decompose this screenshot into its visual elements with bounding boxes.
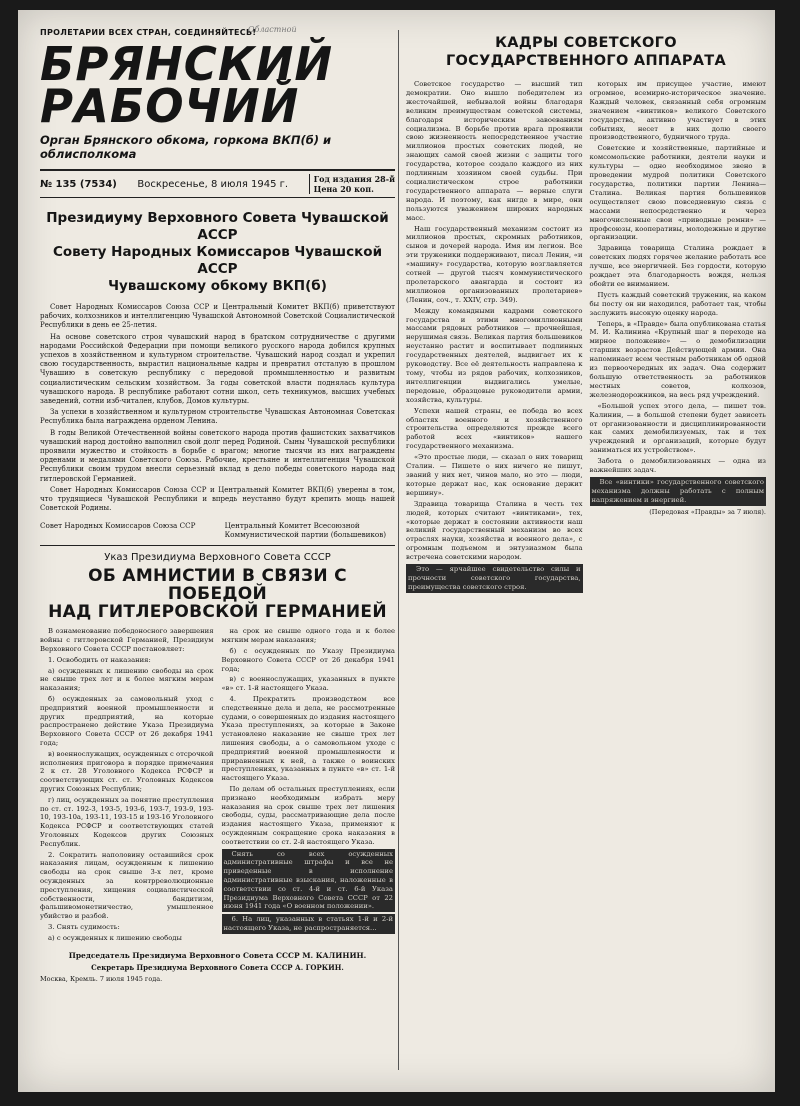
decree-column-2: [222, 627, 396, 944]
editorial-paragraph: «Большой успех этого дела, — пишет тов. Калинин, — в большой степени будет зависеть от организованности и дисциплинированности как самих демобилизуемых, так и тех учреждений и организаций, которые будут заниматься их устройством».: [589, 401, 766, 455]
signatory-cc: Центральный Комитет Всесоюзной Коммунистической партии (большевиков): [224, 521, 387, 540]
amnesty-title: [40, 567, 395, 621]
issue-price: Цена 20 коп.: [313, 184, 374, 194]
issue-number: № 135 (7534): [40, 178, 117, 190]
decree-column-1: [40, 627, 214, 944]
editorial-column-2: [590, 80, 767, 595]
editorial-paragraph: Теперь, в «Правде» была опубликована статья М. И. Калинина «Крупный шаг в переходе на мирное положение» — о демобилизации старших возрастов Действующей армии. Она напоминает всем честным работникам об одной из первоочередных их задач. Она содержит большую ответственность за работников местных советов, колхозов, железнодорожников, на весь ряд учреждений.: [589, 319, 766, 399]
decree-paragraph: в) военнослужащих, осужденных с отсрочкой исполнения приговора в порядке примечания 2 к ст. 28 Уголовного Кодекса РСФСР и соответствующих ст. ст. Уголовных Кодексов других Союзных Республик;: [40, 749, 214, 794]
masthead-line1: БРЯНСКИЙ: [40, 37, 334, 91]
masthead-organ: Орган Брянского обкома, горкома ВКП(б) и облисполкома: [40, 133, 332, 161]
greeting-body: [40, 303, 395, 513]
decree-signature-chairman: Председатель Президиума Верховного Совета СССР М. КАЛИНИН.: [68, 950, 367, 960]
decree-body: [40, 627, 395, 944]
decree-paragraph: а) осужденных к лишению свободы на срок не свыше трех лет и к более мягким мерам наказания;: [40, 666, 214, 693]
decree-paragraph: В ознаменование победоносного завершения войны с гитлеровской Германией, Президиум Верховного Совета СССР постановляет:: [40, 627, 214, 654]
column-divider: [398, 30, 399, 1070]
decree-paragraph: в) с военнослужащих, указанных в пункте «в» ст. 1-й настоящего Указа.: [221, 675, 395, 693]
amnesty-title-line2: НАД ГИТЛЕРОВСКОЙ ГЕРМАНИЕЙ: [48, 602, 387, 623]
editorial-paragraph: Наш государственный механизм состоит из миллионов простых, скромных работников, сынов и дочерей народа. Имя им легион. Все эти труженики поддерживают, писал Ленин, «и «машину» государства, которую возглавляется сотней — другой тысяч коммунистического пролетарского авангарда и состоит из миллионов организованных пролетариев» (Ленин, соч., т. XXIV, стр. 349).: [406, 224, 583, 304]
signatory-sovnarkom: Совет Народных Комиссаров Союза ССР: [40, 521, 196, 531]
decree-paragraph: Снять со всех осужденных административные штрафы и все не приведенные в исполнение административные взыскания, наложенные в соответствии со ст. 4-й и ст. 6-й Указа Президиума Верховного Совета СССР от 22 июня 1941 года «О военном положении».: [223, 849, 393, 911]
archive-stamp: Областной: [248, 25, 297, 34]
editorial-paragraph: Все «винтики» государственного советского механизма должны работать с полным напряжением и энергией.: [591, 477, 764, 504]
slogan: ПРОЛЕТАРИИ ВСЕХ СТРАН, СОЕДИНЯЙТЕСЬ!: [40, 28, 257, 37]
greeting-line2: Совету Народных Комиссаров Чувашской АССР: [52, 244, 383, 277]
decree-paragraph: на срок не свыше одного года и к более мягким мерам наказания;: [221, 627, 395, 645]
editorial-paragraph: Здравица товарища Сталина в честь тех людей, которых считают «винтиками», тех, «которые держат в состоянии активности наш великий государственный механизм во всех отраслях науки, хозяйства и военного дела», с огромным подъемом и энтузиазмом была встречена советскими народом.: [406, 499, 583, 562]
decree-paragraph: 3. Снять судимость:: [48, 922, 120, 931]
issue-date: Воскресенье, 8 июля 1945 г.: [137, 178, 289, 190]
greeting-line3: Чувашскому обкому ВКП(б): [108, 278, 327, 294]
editorial-column-1: [406, 80, 583, 595]
greeting-line1: Президиуму Верховного Совета Чувашской АССР: [46, 210, 389, 243]
editorial-section: [406, 28, 766, 595]
editorial-paragraph: Успехи нашей страны, ее победа во всех областях военного и хозяйственного строительства определяются прежде всего работой всех «винтиков» нашего государственного механизма.: [406, 406, 583, 451]
decree-paragraph: б) с осужденных по Указу Президиума Верховного Совета СССР от 26 декабря 1941 года;: [221, 647, 395, 673]
greeting-paragraph: Совет Народных Комиссаров Союза ССР и Центральный Комитет ВКП(б) приветствуют рабочих, колхозников и интеллигенцию Чувашской Автономной Советской Социалистической Республики в день ее 25-летия.: [40, 303, 395, 330]
masthead-line2: РАБОЧИЙ: [40, 79, 300, 133]
left-section: [40, 28, 395, 983]
decree-signature-secretary: Секретарь Президиума Верховного Совета СССР А. ГОРКИН.: [91, 962, 344, 972]
decree-paragraph: 6. На лиц, указанных в статьях 1-й и 2-й настоящего Указа, не распространяется...: [223, 915, 393, 932]
decree-paragraph: б) осужденных за самовольный уход с предприятий военной промышленности и других предприятий, на которые распространено действие Указа Президиума Верховного Совета СССР от 26 декабря 1941 года;: [40, 695, 214, 748]
decree-paragraph: 1. Освободить от наказания:: [48, 655, 151, 664]
decree-heading: Указ Президиума Верховного Совета СССР: [104, 552, 331, 564]
greeting-paragraph: За успехи в хозяйственном и культурном строительстве Чувашская Автономная Советская Республика была награждена орденом Ленина.: [40, 408, 395, 426]
decree-paragraph: 4. Прекратить производством все следственные дела и дела, не рассмотренные судами, о совершенных до издания настоящего Указа преступлениях, за которые в Законе установлено наказание не свыше трех лет лишения свободы, а о самовольном уходе с предприятий военной промышленности и приравненных к ней, а также о воинских преступлениях, указанных в пункте «в» ст. 1-й настоящего Указа.: [221, 695, 395, 783]
newspaper-page: [18, 10, 775, 1092]
editorial-title: [406, 34, 766, 70]
editorial-paragraph: Советские и хозяйственные, партийные и комсомольские работники, деятели науки и культуры — одно необходимое звено в проведении мудрой политики Советского государства, политики партии Ленина—Сталина. Великая партия большевиков осуществляет свою повседневную связь с массами непосредственно и через многочисленные свои «приводные ремни» — профсоюзы, кооперативы, молодежные и другие организации.: [589, 144, 766, 242]
greeting-paragraph: На основе советского строя чувашский народ в братском сотрудничестве с другими народами Российской Федерации при помощи великого русского народа добился крупных успехов в хозяйственном и культурном строительстве. Чувашский народ создал и укрепил свою государственность, вырастил национальные кадры и превратил отсталую в прошлом Чувашию в советскую республику с передовой промышленностью и развитым социалистическим сельским хозяйством. За годы советской власти поднялась культура чувашского народа. В республике работают сотни школ, сеть техникумов, высших учебных заведений, сотни изб-читален, клубов, Домов культуры.: [40, 332, 395, 406]
decree-paragraph: г) лиц, осужденных за понятие преступления по ст. ст. 192-3, 193-5, 193-6, 193-7, 193-9, 193-10, 193-10а, 193-11, 193-15 и 193-16 Уголовного Кодекса РСФСР и соответствующих статей Уголовных Кодексов других Союзных Республик.: [40, 795, 214, 848]
decree-paragraph: 2. Сократить наполовину оставшийся срок наказания лицам, осужденным к лишению свободы на срок свыше 3-х лет, кроме осужденных за контрреволюционные преступления, хищения социалистической собственности, бандитизм, фальшивомонетничество, умышленное убийство и разбой.: [40, 850, 214, 921]
decree-paragraph: По делам об остальных преступлениях, если признано необходимым избрать меру наказания на срок свыше трех лет лишения свободы, суды, рассматривающие дела после издания настоящего Указа, применяют к осужденным сокращение срока наказания в соответствии со ст. 2-й настоящего Указа.: [221, 785, 395, 846]
issue-meta: [309, 174, 395, 194]
divider: [40, 545, 395, 546]
greeting-paragraph: Совет Народных Комиссаров Союза ССР и Центральный Комитет ВКП(б) уверены в том, что трудящиеся Чувашской Республики и впредь неустанно будут крепить мощь нашей Советской Родины.: [40, 485, 395, 513]
issue-year: Год издания 28-й: [313, 174, 395, 184]
greeting-signatories: [40, 521, 395, 539]
issue-info-bar: [40, 169, 395, 198]
editorial-paragraph: которых им присущее участие, имеют огромное, всемирно-историческое значение. Каждый человек, связанный себя огромным значением «винтиков» великого Советского государства, активно участвует в этих событиях, несет в них долю своего производственного, будничного труда.: [589, 80, 766, 142]
editorial-paragraph: Между командными кадрами советского государства и этими многомиллионными массами рядовых работников — прочнейшая, нерушимая связь. Великая партия большевиков неустанно растит и воспитывает подлинных государственных деятелей, выдвигает их к руководству. Все её деятельность направлена к тому, чтобы из рядов рабочих, колхозников, интеллигенции выдвигались умелые, передовые, образцовые руководители армии, хозяйства, культуры.: [406, 306, 583, 404]
masthead: [40, 37, 388, 133]
editorial-paragraph: Советское государство — высший тип демократии. Оно вышло победителем из жесточайшей, небывалой войны благодаря великим преимуществам советской системы, благодаря историческим завоеваниям социализма. В борьбе против врага проявили свою жизненность непосредственное участие миллионов простых советских людей, не знающих самой своей жизни с защиты того государства, которое создало каждого из них подлинным хозяином своей судьбы. При социалистическом строе работники государственного аппарата — верные слуги народа. И поэтому, как нигде в мире, они пользуются уважением широких народных масс.: [406, 80, 583, 222]
editorial-title-line1: КАДРЫ СОВЕТСКОГО: [495, 35, 677, 51]
editorial-paragraph: Пусть каждый советский труженик, на каком бы посту он ни находился, работает так, чтобы заслужить высокую оценку народа.: [589, 290, 766, 317]
editorial-source: (Передовая «Правды» за 7 июля).: [649, 507, 766, 516]
greeting-headline: [40, 210, 395, 295]
amnesty-title-line1: ОБ АМНИСТИИ В СВЯЗИ С ПОБЕДОЙ: [88, 566, 347, 605]
greeting-paragraph: В годы Великой Отечественной войны советского народа против фашистских захватчиков чувашский народ достойно выполнил свой долг перед Родиной. Сыны Чувашской республики проявили мужество и стойкость в борьбе с врагом; многие тысячи из них награждены орденами и медалями Советского Союза. Рабочие, крестьяне и интеллигенция Чувашской Республики своим трудом внесли серьезный вклад в дело победы советского народа над гитлеровской Германией.: [40, 428, 395, 483]
editorial-paragraph: Здравица товарища Сталина рождает в советских людях горячее желание работать все лучше, все энергичней. Без гордости, которую рождает эта благодарность вождя, нельзя обойти ее вниманием.: [589, 244, 766, 288]
decree-paragraph: а) с осужденных к лишению свободы: [48, 933, 182, 942]
editorial-title-line2: ГОСУДАРСТВЕННОГО АППАРАТА: [445, 53, 727, 69]
editorial-paragraph: Это — ярчайшее свидетельство силы и прочности советского государства, преимущества советского строя.: [408, 565, 581, 591]
editorial-body: [406, 80, 766, 595]
editorial-paragraph: Забота о демобилизованных — одна из важнейших задач.: [589, 457, 766, 475]
editorial-paragraph: «Это простые люди, — сказал о них товарищ Сталин. — Пишете о них ничего не пишут, званий у них нет, чинов мало, но это — люди, которые держат нас, как основание держит вершину».: [406, 453, 583, 497]
decree-place-date: Москва, Кремль. 7 июля 1945 года.: [40, 974, 163, 983]
